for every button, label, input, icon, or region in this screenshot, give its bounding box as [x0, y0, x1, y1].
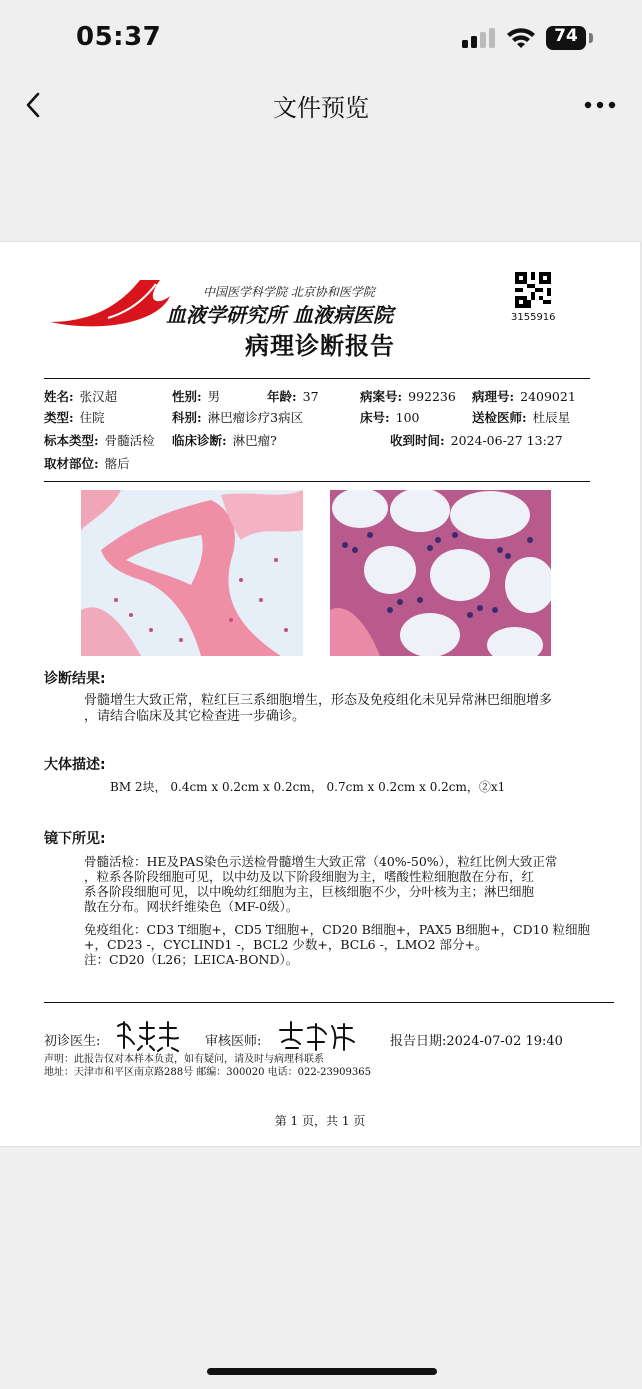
sex-field: 性别: 男 [172, 389, 221, 404]
received-time-field: 收到时间: 2024-06-27 13:27 [390, 433, 563, 448]
status-bar [0, 0, 642, 70]
divider [44, 378, 590, 379]
diagnosis-heading: 诊断结果: [44, 671, 106, 687]
logo-line1-text: 中国医学科学院 北京协和医学院 [203, 285, 375, 299]
micrograph-high-power [330, 490, 551, 656]
disclaimer-text: 声明：此报告仅对本样本负责，如有疑问，请及时与病理科联系 [44, 1054, 324, 1065]
microscopic-heading: 镜下所见: [44, 831, 106, 847]
case-number-field: 病案号: 992236 [360, 389, 456, 404]
diagnosis-text: 骨髓增生大致正常，粒红巨三系细胞增生，形态及免疫组化未见异常淋巴细胞增多 ，请结合临床及其它检查进一步确诊。 [84, 693, 553, 724]
microscopic-text: 骨髓活检：HE及PAS染色示送检骨髓增生大致正常（40%-50%），粒红比例大致正常 ，粒系各阶段细胞可见，以中幼及以下阶段细胞为主，嗜酸性粒细胞散在分布，红 系各阶段细胞可见，以中晚幼红细胞为主，巨核细胞不少，分叶核为主；淋巴细胞 散在分布。网状纤维染色（MF-0级）。 [84, 854, 558, 914]
first-doctor-label: 初诊医生: [44, 1034, 101, 1049]
specimen-type-field: 标本类型: 骨髓活检 [44, 433, 155, 448]
department-field: 科别: 淋巴瘤诊疗3病区 [172, 410, 304, 425]
gross-text: BM 2块， 0.4cm x 0.2cm x 0.2cm， 0.7cm x 0.2cm x 0.2cm，②x1 [110, 780, 506, 794]
age-field: 年龄: 37 [267, 389, 319, 404]
more-horizontal-icon[interactable] [580, 92, 620, 118]
clinical-diagnosis-field: 临床诊断: 淋巴瘤? [172, 433, 277, 448]
address-text: 地址：天津市和平区南京路288号 邮编：300020 电话：022-23909365 [44, 1067, 371, 1078]
document-page [0, 242, 640, 1146]
referring-doctor-field: 送检医师: 杜辰星 [472, 410, 571, 425]
cellular-signal-icon [462, 28, 496, 48]
ihc-text: 免疫组化：CD3 T细胞+，CD5 T细胞+，CD20 B细胞+，PAX5 B细胞+，CD10 粒细胞 +，CD23 -，CYCLIND1 -，BCL2 少数+，BCL6 -，LMO2 部分+。 注：CD20（L26；LEICA-BOND）。 [84, 922, 591, 967]
bed-field: 床号: 100 [360, 410, 420, 425]
type-field: 类型: 住院 [44, 410, 105, 425]
nav-bar [0, 70, 642, 140]
qr-number: 3155916 [511, 312, 556, 323]
home-indicator[interactable] [207, 1368, 437, 1375]
page-title: 文件预览 [273, 94, 369, 122]
review-doctor-label: 审核医师: [205, 1034, 262, 1049]
sampling-site-field: 取材部位: 髂后 [44, 456, 130, 471]
name-field: 姓名: 张汉超 [44, 389, 118, 404]
qr-code-icon [515, 272, 551, 308]
battery-level: 74 [554, 26, 578, 46]
page-number: 第 1 页，共 1 页 [274, 1114, 366, 1128]
divider [44, 481, 590, 482]
battery-tip [589, 33, 593, 43]
review-doctor-signature [276, 1020, 356, 1054]
logo-line2-text: 血液学研究所 血液病医院 [166, 303, 393, 327]
report-date: 报告日期:2024-07-02 19:40 [390, 1034, 563, 1049]
pathology-number-field: 病理号: 2409021 [472, 389, 576, 404]
report-title: 病理诊断报告 [245, 332, 395, 360]
wifi-icon [505, 25, 537, 49]
gross-heading: 大体描述: [44, 757, 106, 773]
micrograph-low-power [81, 490, 303, 656]
divider [44, 1002, 614, 1003]
first-doctor-signature [114, 1018, 188, 1052]
battery-icon [546, 26, 586, 50]
status-time: 05:37 [76, 22, 162, 52]
